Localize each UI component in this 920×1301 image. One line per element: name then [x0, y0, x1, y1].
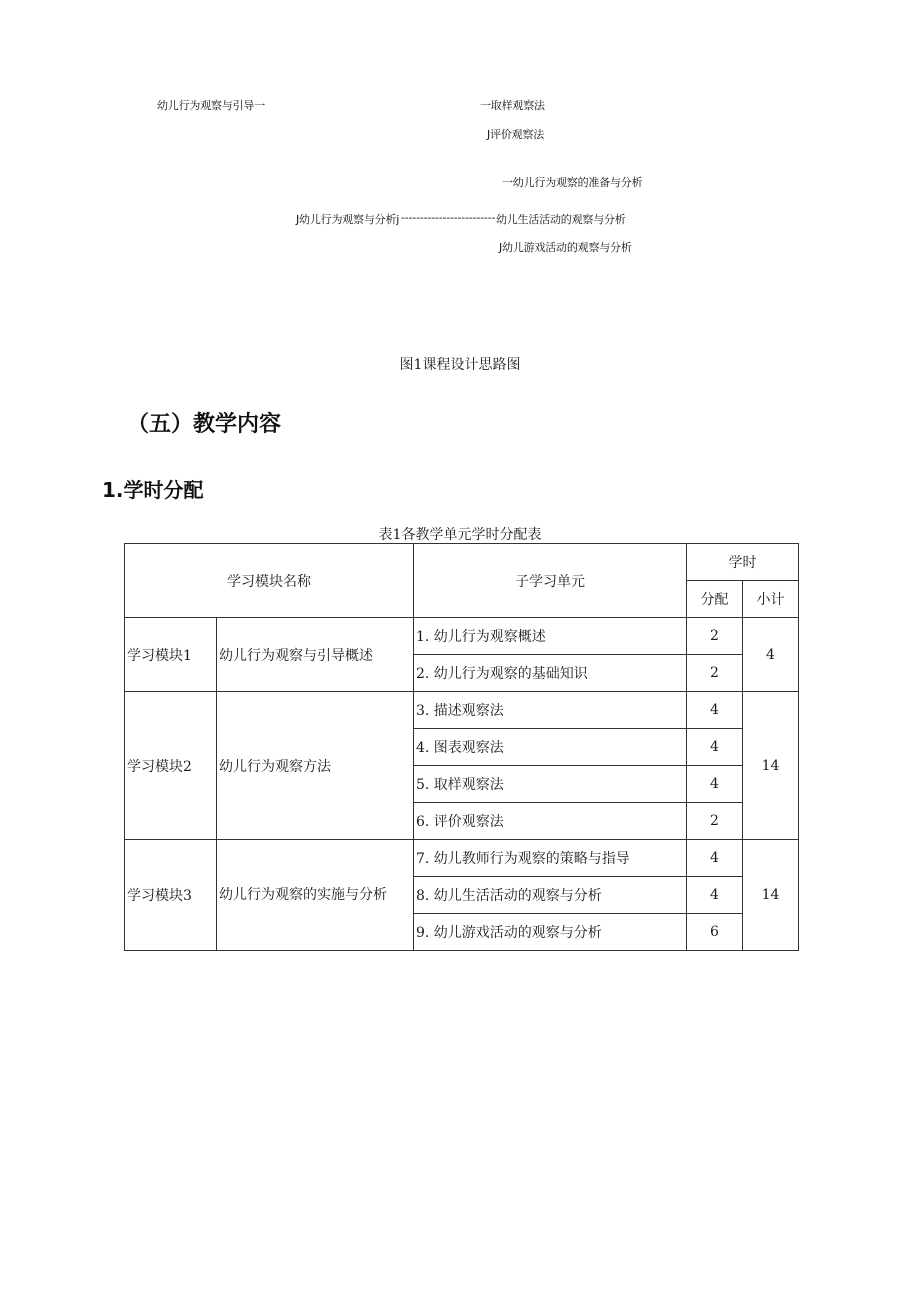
unit-name: 7. 幼儿教师行为观察的策略与指导: [414, 840, 687, 877]
module-subtotal: 4: [743, 618, 799, 692]
module-name: 幼儿行为观察的实施与分析: [217, 840, 414, 951]
diagram-practice-play: J幼儿游戏活动的观察与分析: [499, 241, 632, 254]
hours-allocation-table: [124, 543, 799, 951]
module-label: 学习模块1: [125, 618, 217, 692]
figure-caption: 图1课程设计思路图: [399, 357, 521, 373]
module-subtotal: 14: [743, 840, 799, 951]
table-row: [125, 618, 799, 655]
module-label: 学习模块3: [125, 840, 217, 951]
subsection-heading: 1.学时分配: [102, 478, 204, 502]
unit-name: 5. 取样观察法: [414, 766, 687, 803]
table-caption: 表1各教学单元学时分配表: [378, 527, 542, 543]
module-label: 学习模块2: [125, 692, 217, 840]
unit-hours: 2: [687, 803, 743, 840]
unit-hours: 4: [687, 692, 743, 729]
diagram-root-label: 幼儿行为观察与引导一: [157, 99, 265, 112]
unit-name: 4. 图表观察法: [414, 729, 687, 766]
section-heading: （五）教学内容: [127, 412, 282, 437]
diagram-practice-preparation: 一幼儿行为观察的准备与分析: [502, 176, 643, 189]
unit-name: 3. 描述观察法: [414, 692, 687, 729]
unit-name: 2. 幼儿行为观察的基础知识: [414, 655, 687, 692]
header-hours: 学时: [687, 544, 799, 581]
table-row: [125, 840, 799, 877]
unit-hours: 6: [687, 914, 743, 951]
unit-name: 6. 评价观察法: [414, 803, 687, 840]
header-allocation: 分配: [687, 581, 743, 618]
unit-name: 9. 幼儿游戏活动的观察与分析: [414, 914, 687, 951]
diagram-connector-dashes: -------------------------: [401, 211, 496, 224]
module-subtotal: 14: [743, 692, 799, 840]
unit-hours: 4: [687, 877, 743, 914]
diagram-method-sampling: 一取样观察法: [480, 99, 545, 112]
diagram-analysis-label: J幼儿行为观察与分析j: [296, 213, 400, 226]
table-header-row: [125, 544, 799, 581]
unit-hours: 4: [687, 840, 743, 877]
unit-name: 8. 幼儿生活活动的观察与分析: [414, 877, 687, 914]
module-name: 幼儿行为观察方法: [217, 692, 414, 840]
diagram-practice-daily-life: 幼儿生活活动的观察与分析: [496, 213, 626, 226]
table-row: [125, 692, 799, 729]
unit-hours: 2: [687, 655, 743, 692]
module-name: 幼儿行为观察与引导概述: [217, 618, 414, 692]
unit-hours: 2: [687, 618, 743, 655]
unit-hours: 4: [687, 766, 743, 803]
unit-name: 1. 幼儿行为观察概述: [414, 618, 687, 655]
diagram-method-evaluation: J评价观察法: [487, 128, 545, 141]
header-module-name: 学习模块名称: [125, 544, 414, 618]
unit-hours: 4: [687, 729, 743, 766]
header-subtotal: 小计: [743, 581, 799, 618]
header-sub-unit: 子学习单元: [414, 544, 687, 618]
